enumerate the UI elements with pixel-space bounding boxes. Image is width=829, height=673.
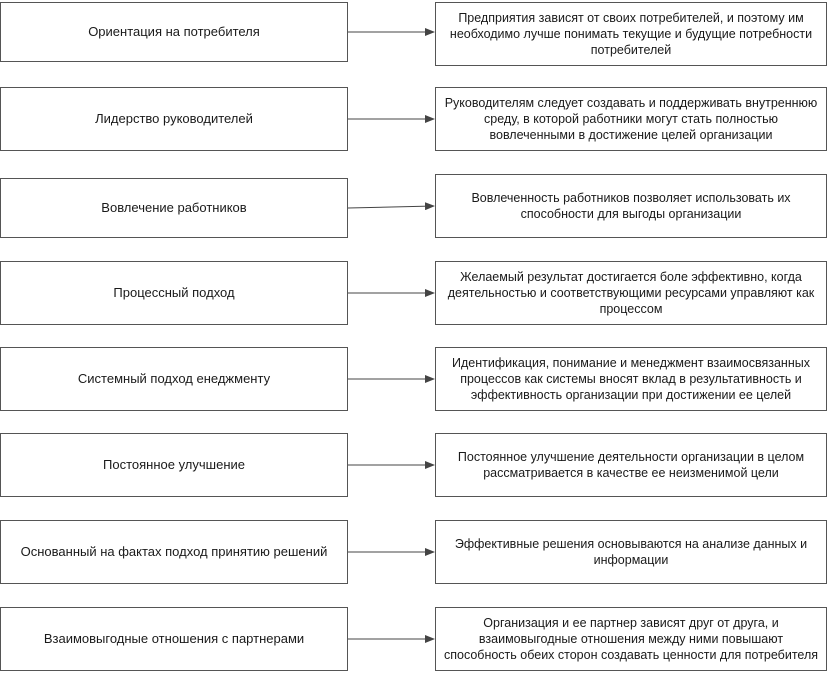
description-text: Вовлеченность работников позволяет использовать их способности для выгоды организации [471,191,791,221]
description-text: Предприятия зависят от своих потребителей, и поэтому им необходимо лучше понимать текущие и будущие потребности потребителей [449,11,813,57]
principle-label: Процессный подход [113,285,235,300]
principle-label: Постоянное улучшение [103,457,245,472]
description-text: Эффективные решения основываются на анализе данных и информации [454,537,808,567]
description-text: Организация и ее партнер зависят друг от друга, и взаимовыгодные отношения между ними повышают способность обеих сторон создавать ценности для потребителя [443,616,819,662]
description-text: Руководителям следует создавать и поддерживать внутреннюю среду, в которой работники могут стать полностью вовлеченными в достижение целей организации [444,96,818,142]
principle-label: Взаимовыгодные отношения с партнерами [43,631,305,646]
arrow-row-3 [348,206,434,208]
principle-label: Основанный на фактах подход принятию решений [20,544,328,559]
description-text: Постоянное улучшение деятельности организации в целом рассматривается в качестве ее неизменимой цели [457,450,805,480]
description-text: Идентификация, понимание и менеджмент взаимосвязанных процессов как системы вносят вклад в результативность и эффективность организации при достижении ее целей [452,356,810,402]
principle-label: Ориентация на потребителя [88,24,260,39]
principle-label: Вовлечение работников [101,200,247,215]
principle-label: Лидерство руководителей [95,111,253,126]
principle-label: Системный подход енеджменту [77,371,271,386]
description-text: Желаемый результат достигается боле эффективно, когда деятельностью и соответствующими ресурсами управляют как процессом [447,270,815,316]
